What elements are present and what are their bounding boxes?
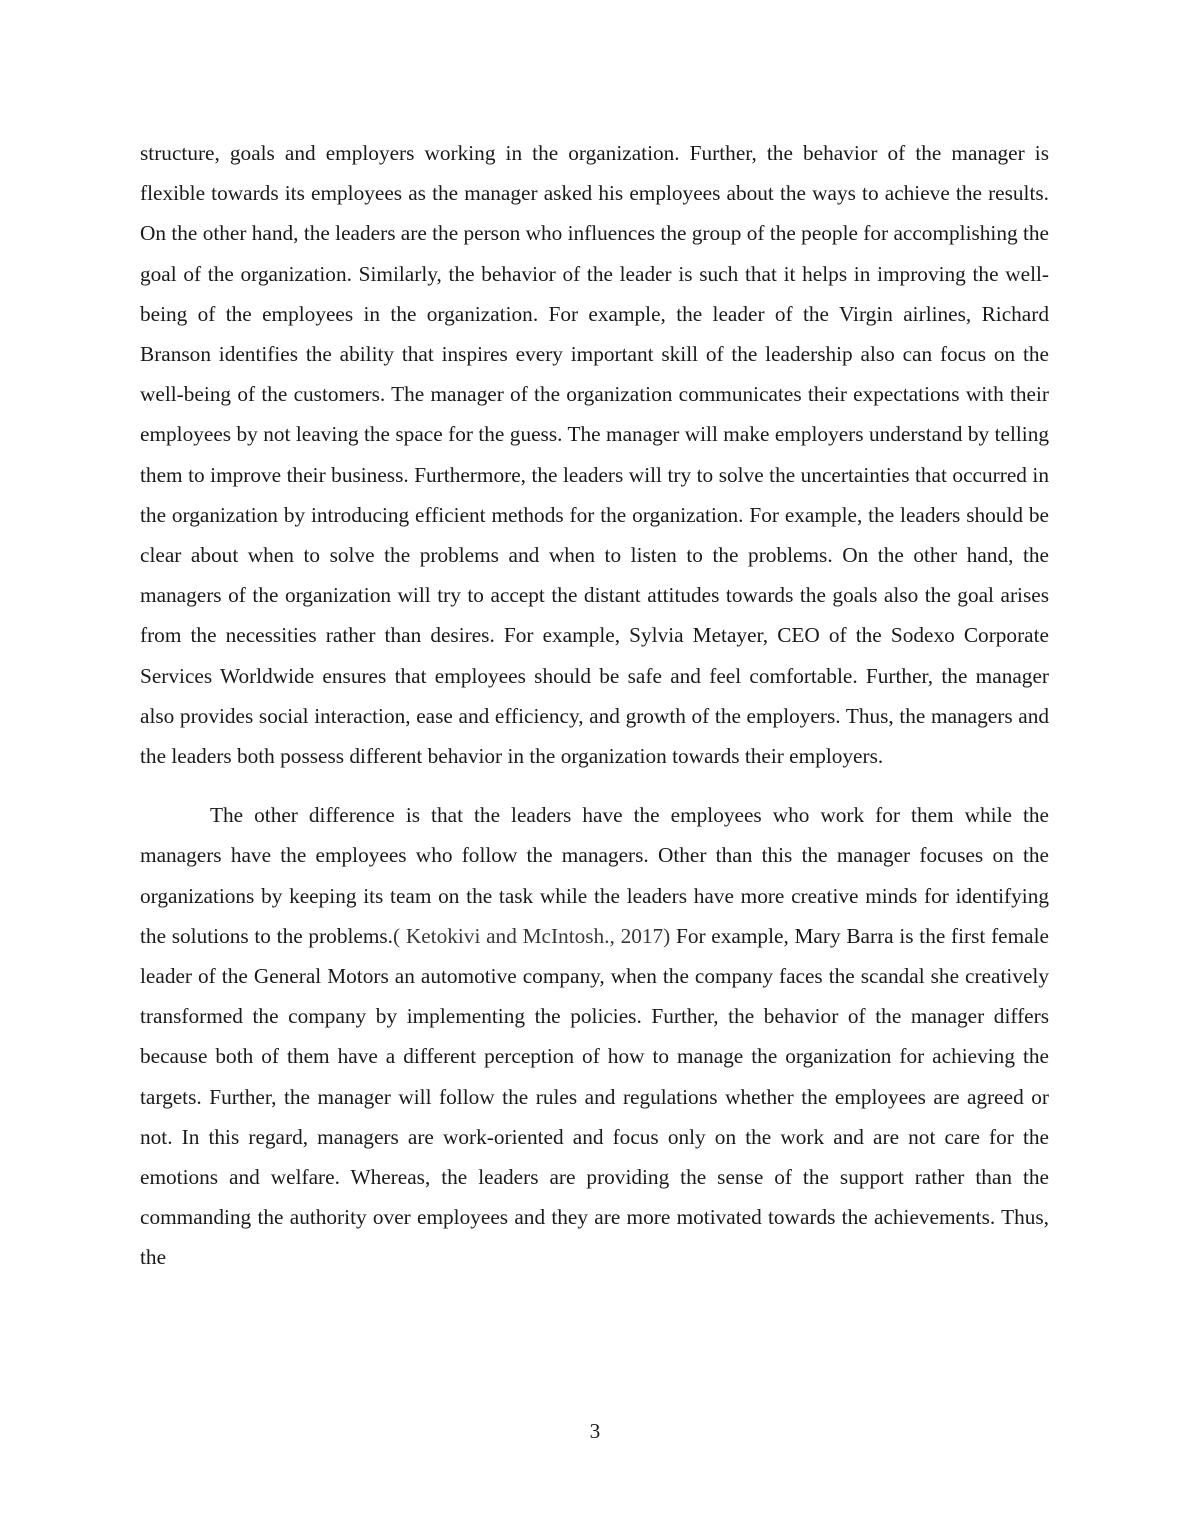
citation: ( Ketokivi and McIntosh., 2017) [393,923,671,948]
paragraph-1: structure, goals and employers working in the organization. Further, the behavior of the manager is flexible towards its employees as the manager asked his employees about the ways to achieve the results. On the other hand, the leaders are the person who influences the group of the people for accomplishing the goal of the organization. Similarly, the behavior of the leader is such that it helps in improving the well-being of the employees in the organization. For example, the leader of the Virgin airlines, Richard Branson identifies the ability that inspires every important skill of the leadership also can focus on the well-being of the customers. The manager of the organization communicates their expectations with their employees by not leaving the space for the guess. The manager will make employers understand by telling them to improve their business. Furthermore, the leaders will try to solve the uncertainties that occurred in the organization by introducing efficient methods for the organization. For example, the leaders should be clear about when to solve the problems and when to listen to the problems. On the other hand, the managers of the organization will try to accept the distant attitudes towards the goals also the goal arises from the necessities rather than desires. For example, Sylvia Metayer, CEO of the Sodexo Corporate Services Worldwide ensures that employees should be safe and feel comfortable. Further, the manager also provides social interaction, ease and efficiency, and growth of the employers. Thus, the managers and the leaders both possess different behavior in the organization towards their employers. [140,141,1049,769]
document-body [140,133,1049,1278]
page-number: 3 [589,1419,601,1443]
paragraph-2 [140,795,1049,1277]
paragraph-2-text-end: For example, Mary Barra is the first female leader of the General Motors an automotive company, when the company faces the scandal she creatively transformed the company by implementing the policies. Further, the behavior of the manager differs because both of them have a different perception of how to manage the organization for achieving the targets. Further, the manager will follow the rules and regulations whether the employees are agreed or not. In this regard, managers are work-oriented and focus only on the work and are not care for the emotions and welfare. Whereas, the leaders are providing the sense of the support rather than the commanding the authority over employees and they are more motivated towards the achievements. Thus, the [140,923,1050,1270]
paragraph-2-text-start: The other difference is that the leaders have the employees who work for them while the managers have the employees who follow the managers. Other than this the manager focuses on the organizations by keeping its team on the task while the leaders have more creative minds for identifying the solutions to the problems. [140,803,1049,948]
